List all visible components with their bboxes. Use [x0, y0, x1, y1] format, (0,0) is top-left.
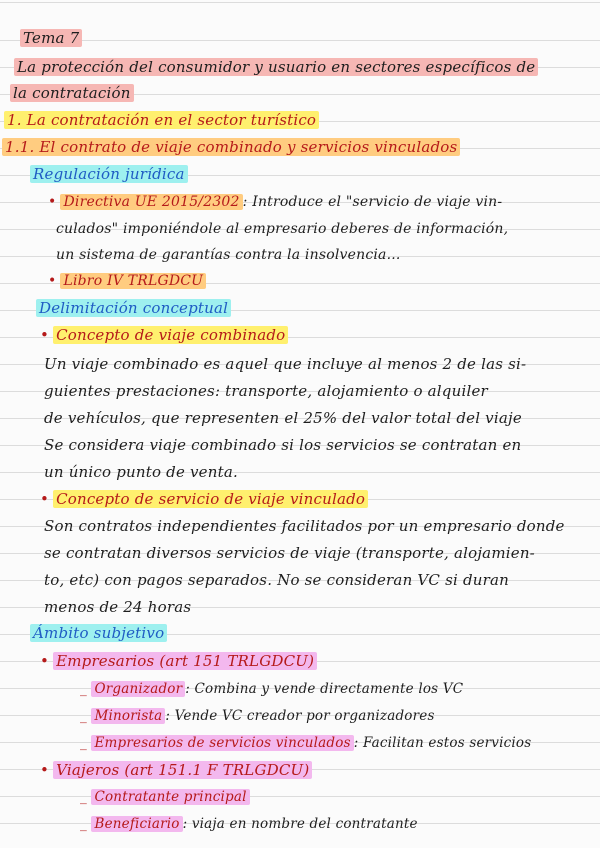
section-heading-1-1: 1.1. El contrato de viaje combinado y servicios vinculados — [2, 138, 460, 156]
concepto-1-line-5: un único punto de venta. — [44, 463, 238, 481]
bullet-concepto-2: • — [40, 490, 50, 508]
dash-organizador: _ — [80, 681, 87, 697]
bullet-empresarios: • — [40, 652, 50, 670]
vinculados-label: Empresarios de servicios vinculados — [91, 735, 353, 751]
directiva-text-line-2: culados" imponiéndole al empresario deberes de información, — [56, 221, 509, 237]
delimitacion-heading: Delimitación conceptual — [36, 299, 231, 317]
regulacion-heading: Regulación jurídica — [30, 165, 188, 183]
bullet-libro: • — [48, 273, 57, 289]
bullet-viajeros: • — [40, 761, 50, 779]
beneficiario-text: : viaja en nombre del contratante — [182, 816, 418, 832]
vinculados-text: : Facilitan estos servicios — [353, 735, 532, 751]
dash-contratante: _ — [80, 789, 87, 805]
ambito-heading: Ámbito subjetivo — [30, 624, 167, 642]
concepto-1-line-3: de vehículos, que representen el 25% del valor total del viaje — [44, 409, 522, 427]
concepto-1-line-1: Un viaje combinado es aquel que incluye al menos 2 de las si- — [44, 355, 527, 373]
concepto-1-line-2: guientes prestaciones: transporte, alojamiento o alquiler — [44, 382, 488, 400]
concepto-1-line-4: Se considera viaje combinado si los servicios se contratan en — [44, 436, 522, 454]
concepto-2-line-3: to, etc) con pagos separados. No se consideran VC si duran — [44, 571, 509, 589]
libro-label: Libro IV TRLGDCU — [60, 273, 206, 289]
dash-vinculados: _ — [80, 735, 87, 751]
empresarios-title: Empresarios (art 151 TRLGDCU) — [53, 652, 317, 670]
minorista-label: Minorista — [91, 708, 165, 724]
organizador-label: Organizador — [91, 681, 185, 697]
dash-beneficiario: _ — [80, 816, 87, 832]
concepto-2-line-4: menos de 24 horas — [44, 598, 192, 616]
bullet-concepto-1: • — [40, 326, 50, 344]
bullet-directiva: • — [48, 194, 57, 210]
concepto-2-line-1: Son contratos independientes facilitados por un empresario donde — [44, 517, 565, 535]
page-title: Tema 7 — [20, 29, 82, 47]
section-heading-1: 1. La contratación en el sector turístico — [4, 111, 319, 129]
beneficiario-label: Beneficiario — [91, 816, 182, 832]
minorista-text: : Vende VC creador por organizadores — [165, 708, 435, 724]
dash-minorista: _ — [80, 708, 87, 724]
concepto-2-line-2: se contratan diversos servicios de viaje (transporte, alojamien- — [44, 544, 535, 562]
directiva-label: Directiva UE 2015/2302 — [60, 194, 242, 210]
organizador-text: : Combina y vende directamente los VC — [185, 681, 464, 697]
concepto-viaje-combinado-title: Concepto de viaje combinado — [53, 326, 288, 344]
page-subtitle-line-1: La protección del consumidor y usuario en sectores específicos de — [14, 58, 538, 76]
directiva-text: : Introduce el "servicio de viaje vin- — [242, 194, 503, 210]
concepto-viaje-vinculado-title: Concepto de servicio de viaje vinculado — [53, 490, 368, 508]
page-subtitle-line-2: la contratación — [10, 84, 134, 102]
directiva-text-line-3: un sistema de garantías contra la insolvencia... — [56, 247, 401, 263]
viajeros-title: Viajeros (art 151.1 F TRLGDCU) — [53, 761, 312, 779]
contratante-label: Contratante principal — [91, 789, 249, 805]
